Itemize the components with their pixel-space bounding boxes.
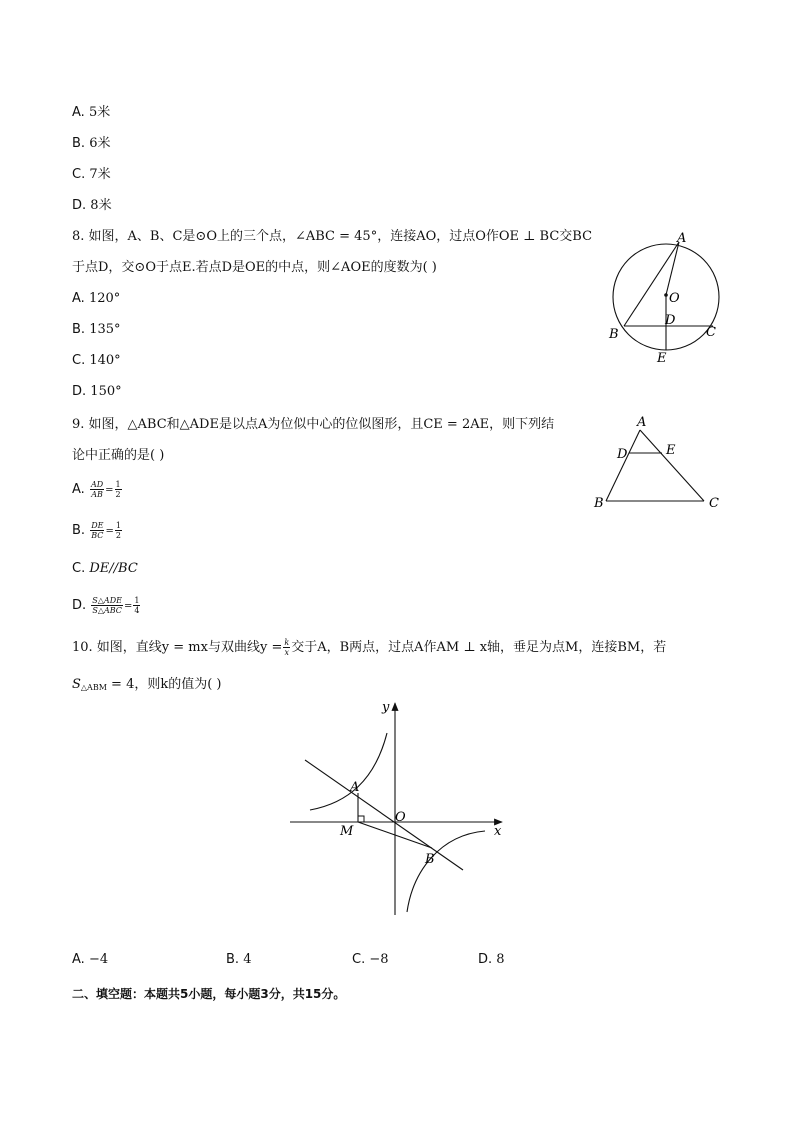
- q9-label-e: E: [666, 443, 676, 458]
- q7-option-b: B. 6米: [72, 136, 111, 151]
- q10-option-d: D. 8: [478, 952, 505, 967]
- q8-option-a: A. 120°: [72, 291, 121, 306]
- q10-stem-line1: 10. 如图，直线y = mx与双曲线y = $\frac{k}{x}$ 交于A，B两点，过点A作AM ⊥ x轴，垂足为点M，连接BM，若: [72, 638, 667, 657]
- q9-label-c: C: [709, 496, 719, 511]
- q10-label-m: M: [340, 824, 354, 839]
- q10-label-x: x: [494, 824, 502, 839]
- q8-label-c: C: [706, 325, 716, 340]
- q10-label-a: A: [350, 780, 360, 795]
- q10-label-y: y: [382, 700, 390, 715]
- q10-option-a: A. −4: [72, 952, 109, 967]
- q7-option-d: D. 8米: [72, 198, 112, 213]
- q7-option-a: A. 5米: [72, 105, 111, 120]
- q9-option-c: C. DE//BC: [72, 561, 138, 576]
- q8-stem-line2: 于点D，交⊙O于点E.若点D是OE的中点，则∠AOE的度数为( ): [72, 260, 437, 275]
- q8-label-o: O: [669, 291, 680, 306]
- q8-option-d: D. 150°: [72, 384, 122, 399]
- section-2-heading: 二、填空题：本题共5小题，每小题3分，共15分。: [72, 987, 346, 1001]
- q10-stem-line2: $S_{\triangle ABM} = 4$，则k的值为( ): [72, 677, 222, 692]
- q8-label-d: D: [665, 313, 676, 328]
- q10-option-c: C. −8: [352, 952, 389, 967]
- q8-circle-figure: [605, 228, 735, 368]
- q9-stem-line2: 论中正确的是( ): [72, 448, 165, 463]
- q9-label-b: B: [594, 496, 604, 511]
- q8-option-c: C. 140°: [72, 353, 121, 368]
- q8-stem-line1: 8. 如图，A、B、C是⊙O上的三个点，∠ABC = 45°，连接AO，过点O作OE ⊥ BC交BC: [72, 229, 593, 244]
- q8-option-b: B. 135°: [72, 322, 121, 337]
- q7-option-c: C. 7米: [72, 167, 111, 182]
- q9-option-b: B. $\frac{DE}{BC}$ = $\frac{1}{2}$: [72, 521, 121, 540]
- q9-stem-line1: 9. 如图，△ABC和△ADE是以点A为位似中心的位似图形，且CE = 2AE，则下列结: [72, 417, 555, 432]
- q10-option-b: B. 4: [226, 952, 252, 967]
- q9-option-d: D. $\frac{\text{S△ADE}}{\text{S△ABC}}$ = $\frac{1}{4}$: [72, 596, 140, 615]
- q9-label-d: D: [617, 447, 628, 462]
- q8-label-a: A: [677, 231, 687, 246]
- q8-label-e: E: [657, 351, 667, 366]
- q10-label-o: O: [395, 810, 406, 825]
- q9-triangle-figure: [588, 410, 728, 514]
- q9-label-a: A: [637, 415, 647, 430]
- q8-label-b: B: [609, 327, 619, 342]
- q10-label-b: B: [425, 852, 435, 867]
- q10-graph-figure: [280, 695, 510, 920]
- q9-option-a: A. $\frac{AD}{AB}$ = $\frac{1}{2}$: [72, 480, 121, 499]
